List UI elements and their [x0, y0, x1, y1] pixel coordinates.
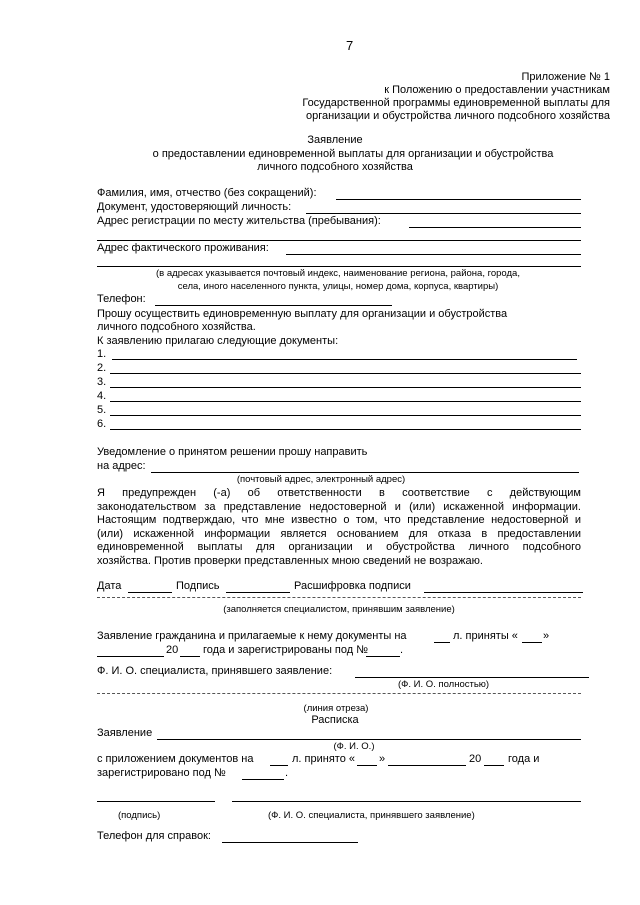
- reg-address-label: Адрес регистрации по месту жительства (пребывания):: [97, 215, 381, 227]
- accepted-line-1b: л. приняты «: [453, 630, 518, 642]
- appendix-line-3: Государственной программы единовременной выплаты для: [302, 97, 610, 109]
- attachment-input-line[interactable]: [112, 359, 577, 360]
- receipt-line-2b: .: [285, 767, 289, 779]
- receipt-fio-hint: (Ф. И. О.): [333, 741, 375, 752]
- document-input-line[interactable]: [306, 213, 581, 214]
- receipt-specialist-hint: (Ф. И. О. специалиста, принявшего заявление): [268, 810, 475, 821]
- actual-address-input-line[interactable]: [286, 254, 581, 255]
- accepted-month-line[interactable]: [97, 656, 164, 657]
- decoding-label: Расшифровка подписи: [294, 580, 411, 592]
- notification-line-1: Уведомление о принятом решении прошу направить: [97, 446, 368, 458]
- receipt-signature-hint: (подпись): [118, 810, 161, 821]
- attachment-number: 5.: [97, 404, 107, 416]
- declaration-line-1: Я предупрежден (-а) об ответственности в соответствие с действующим: [97, 487, 581, 499]
- attachment-number: 6.: [97, 418, 107, 430]
- receipt-line-1c: »: [379, 753, 386, 765]
- accepted-line-2c: .: [400, 644, 404, 656]
- receipt-phone-label: Телефон для справок:: [97, 830, 211, 842]
- declaration-line-6: хозяйства. Против проверки представленных мною сведений не возражаю.: [97, 555, 483, 567]
- cut-line-label: (линия отреза): [303, 703, 369, 714]
- accepted-reg-number-line[interactable]: [366, 656, 400, 657]
- receipt-statement-label: Заявление: [97, 727, 153, 739]
- receipt-day-line[interactable]: [357, 765, 377, 766]
- notification-hint: (почтовый адрес, электронный адрес): [236, 474, 406, 485]
- date-input-line[interactable]: [128, 592, 172, 593]
- receipt-signature-line[interactable]: [97, 801, 215, 802]
- receipt-line-1e: года и: [508, 753, 540, 765]
- receipt-year-prefix: 20: [469, 753, 482, 765]
- receipt-year-line[interactable]: [484, 765, 504, 766]
- notification-address-label: на адрес:: [97, 460, 146, 472]
- attachment-number: 2.: [97, 362, 107, 374]
- request-line-2: личного подсобного хозяйства.: [97, 321, 256, 333]
- receipt-line-1b: л. принято «: [292, 753, 355, 765]
- attachments-heading: К заявлению прилагаю следующие документы:: [97, 335, 339, 347]
- phone-label: Телефон:: [97, 293, 146, 305]
- dashed-divider: [97, 597, 581, 598]
- address-hint-2: села, иного населенного пункта, улицы, номер дома, корпуса, квартиры): [177, 281, 499, 292]
- form-subtitle-1: о предоставлении единовременной выплаты для организации и обустройства: [152, 148, 554, 160]
- accepted-line-2b: года и зарегистрированы под №: [203, 644, 369, 656]
- attachment-number: 4.: [97, 390, 107, 402]
- attachment-number: 3.: [97, 376, 107, 388]
- accepted-year-line[interactable]: [180, 656, 200, 657]
- form-title: Заявление: [307, 134, 363, 146]
- cut-dashed-line: [97, 693, 581, 694]
- attachment-input-line[interactable]: [110, 373, 581, 374]
- receipt-line-2a: зарегистрировано под №: [97, 767, 226, 779]
- actual-address-label: Адрес фактического проживания:: [97, 242, 269, 254]
- receipt-line-1a: с приложением документов на: [97, 753, 254, 765]
- appendix-line-1: Приложение № 1: [521, 71, 610, 83]
- declaration-line-2: законодательством за представление недостоверной и (или) искаженной информации.: [97, 501, 581, 513]
- address-hint-1: (в адресах указывается почтовый индекс, наименование региона, района, города,: [156, 268, 520, 279]
- request-line-1: Прошу осуществить единовременную выплату для организации и обустройства: [97, 308, 508, 320]
- receipt-reg-number-line[interactable]: [242, 779, 284, 780]
- form-subtitle-2: личного подсобного хозяйства: [257, 161, 413, 173]
- receipt-specialist-line[interactable]: [232, 801, 581, 802]
- receipt-title: Расписка: [311, 714, 359, 726]
- appendix-line-2: к Положению о предоставлении участникам: [384, 84, 610, 96]
- attachment-input-line[interactable]: [110, 415, 581, 416]
- reg-address-input-line[interactable]: [409, 227, 581, 228]
- reg-address-input-line-2[interactable]: [97, 240, 581, 241]
- attachment-input-line[interactable]: [110, 401, 581, 402]
- specialist-note: (заполняется специалистом, принявшим заявление): [223, 604, 455, 615]
- fio-input-line[interactable]: [336, 199, 581, 200]
- accepted-line-1a: Заявление гражданина и прилагаемые к нему документы на: [97, 630, 407, 642]
- signature-input-line[interactable]: [226, 592, 290, 593]
- date-label: Дата: [97, 580, 122, 592]
- receipt-fio-line[interactable]: [157, 739, 581, 740]
- document-label: Документ, удостоверяющий личность:: [97, 201, 292, 213]
- actual-address-input-line-2[interactable]: [97, 266, 581, 267]
- receipt-month-line[interactable]: [388, 765, 466, 766]
- accepted-line-1c: »: [543, 630, 550, 642]
- phone-input-line[interactable]: [155, 305, 392, 306]
- signature-label: Подпись: [176, 580, 220, 592]
- accepted-day-line[interactable]: [522, 642, 542, 643]
- attachment-number: 1.: [97, 348, 107, 360]
- accepted-pages-line[interactable]: [434, 642, 450, 643]
- specialist-label: Ф. И. О. специалиста, принявшего заявление:: [97, 665, 333, 677]
- declaration-line-4: (или) искаженной информации является основанием для отказа в предоставлении: [97, 528, 581, 540]
- receipt-phone-input-line[interactable]: [222, 842, 358, 843]
- notification-address-input-line[interactable]: [151, 472, 579, 473]
- declaration-line-3: Настоящим подтверждаю, что мне известно о том, что представление недостоверной и: [97, 514, 581, 526]
- appendix-line-4: организации и обустройства личного подсобного хозяйства: [305, 110, 610, 122]
- attachment-input-line[interactable]: [110, 387, 581, 388]
- specialist-input-line[interactable]: [355, 677, 589, 678]
- attachment-input-line[interactable]: [110, 429, 581, 430]
- accepted-year-prefix: 20: [166, 644, 179, 656]
- page-number: 7: [346, 38, 354, 53]
- receipt-pages-line[interactable]: [270, 765, 288, 766]
- fio-label: Фамилия, имя, отчество (без сокращений):: [97, 187, 317, 199]
- decoding-input-line[interactable]: [424, 592, 583, 593]
- specialist-hint: (Ф. И. О. полностью): [398, 679, 490, 690]
- declaration-line-5: единовременной выплаты для организации и обустройства личного подсобного: [97, 541, 581, 553]
